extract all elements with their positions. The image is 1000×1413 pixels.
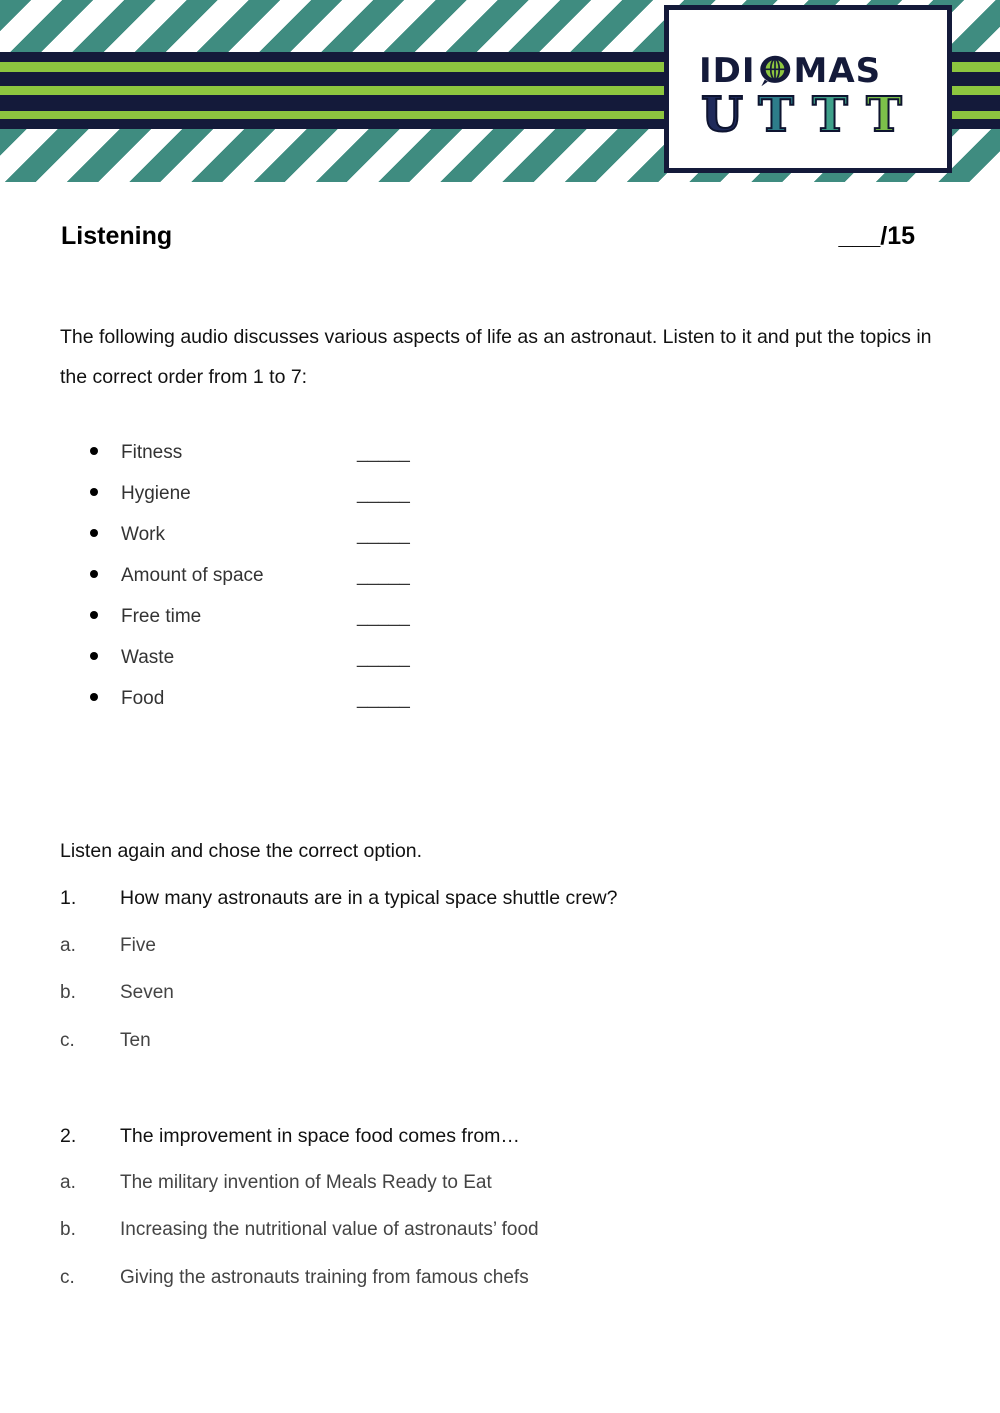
logo-letters bbox=[699, 87, 907, 143]
option-letter: b. bbox=[60, 982, 76, 1003]
part2-instruction: Listen again and chose the correct option. bbox=[60, 840, 423, 862]
logo-letter: U bbox=[701, 87, 743, 143]
bullet-icon bbox=[90, 529, 98, 537]
option-text: Giving the astronauts training from famous chefs bbox=[120, 1267, 529, 1288]
globe-icon bbox=[758, 54, 792, 88]
option-text: Increasing the nutritional value of astronauts’ food bbox=[120, 1219, 539, 1240]
page-title: Listening bbox=[61, 222, 173, 250]
option-letter: a. bbox=[60, 1172, 76, 1193]
topic-label: Hygiene bbox=[121, 483, 191, 504]
topic-label: Free time bbox=[121, 606, 202, 627]
question-number: 1. bbox=[60, 887, 77, 909]
answer-blank[interactable]: _____ bbox=[357, 483, 410, 504]
answer-blank[interactable]: _____ bbox=[357, 442, 410, 463]
bullet-icon bbox=[90, 652, 98, 660]
bullet-icon bbox=[90, 611, 98, 619]
option-letter: c. bbox=[60, 1267, 75, 1288]
option-text: The military invention of Meals Ready to Eat bbox=[120, 1172, 492, 1193]
option-letter: b. bbox=[60, 1219, 76, 1240]
instructions: The following audio discusses various aspects of life as an astronaut. Listen to it and put the topics in the correct order from 1 to 7: bbox=[60, 326, 932, 388]
header-banner bbox=[0, 0, 1000, 182]
topic-label: Amount of space bbox=[121, 565, 264, 586]
idiomas-logo bbox=[664, 5, 952, 173]
logo-wordmark bbox=[699, 51, 882, 91]
option-text: Seven bbox=[120, 982, 174, 1003]
logo-text-right: MAS bbox=[793, 51, 882, 91]
option-text: Five bbox=[120, 935, 156, 956]
topic-label: Waste bbox=[121, 647, 175, 668]
option-letter: c. bbox=[60, 1030, 75, 1051]
bullet-icon bbox=[90, 447, 98, 455]
answer-blank[interactable]: _____ bbox=[357, 647, 410, 668]
logo-text-left: IDI bbox=[699, 51, 756, 91]
logo-letter: T bbox=[758, 87, 794, 143]
logo-letter: T bbox=[866, 87, 902, 143]
score-field: ___/15 bbox=[838, 222, 915, 250]
bullet-icon bbox=[90, 570, 98, 578]
option-text: Ten bbox=[120, 1030, 151, 1051]
question-text: The improvement in space food comes from… bbox=[120, 1125, 520, 1147]
bullet-icon bbox=[90, 693, 98, 701]
answer-blank[interactable]: _____ bbox=[357, 565, 410, 586]
question-text: How many astronauts are in a typical space shuttle crew? bbox=[120, 887, 618, 909]
topic-label: Food bbox=[121, 688, 165, 709]
answer-blank[interactable]: _____ bbox=[357, 524, 410, 545]
bullet-icon bbox=[90, 488, 98, 496]
topic-label: Work bbox=[121, 524, 165, 545]
option-letter: a. bbox=[60, 935, 76, 956]
question-number: 2. bbox=[60, 1125, 77, 1147]
answer-blank[interactable]: _____ bbox=[357, 606, 410, 627]
topic-label: Fitness bbox=[121, 442, 183, 463]
logo-letter: T bbox=[812, 87, 848, 143]
answer-blank[interactable]: _____ bbox=[357, 688, 410, 709]
